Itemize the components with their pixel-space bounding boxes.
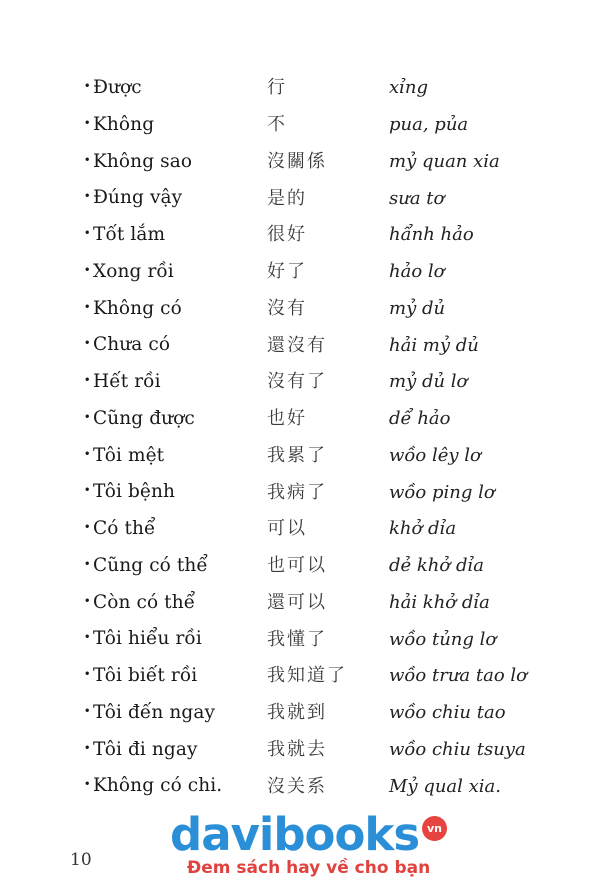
chinese-phrase: 很好 — [267, 224, 307, 246]
pronunciation: mỷ quan xia — [389, 150, 500, 172]
vietnamese-text: Không sao — [93, 150, 193, 172]
chinese-phrase: 行 — [267, 77, 287, 99]
pronunciation: wồo trưa tao lơ — [389, 665, 527, 687]
vietnamese-phrase — [84, 553, 267, 576]
vietnamese-text: Còn có thể — [93, 591, 196, 613]
pronunciation: Mỷ qual xia. — [389, 775, 502, 797]
phrase-row — [84, 548, 554, 585]
vietnamese-phrase — [84, 627, 267, 650]
chinese-phrase: 我知道了 — [267, 665, 347, 687]
pronunciation: dẻ khở dỉa — [389, 555, 484, 577]
chinese-phrase: 沒有了 — [267, 371, 327, 393]
bullet-icon: · — [84, 112, 91, 134]
bullet-icon: · — [84, 517, 91, 539]
bullet-icon: · — [84, 553, 91, 575]
phrase-row — [84, 107, 554, 144]
bullet-icon: · — [84, 406, 91, 428]
vietnamese-phrase — [84, 480, 267, 503]
vietnamese-phrase — [84, 443, 267, 466]
vietnamese-phrase — [84, 370, 267, 393]
vietnamese-text: Tốt lắm — [93, 224, 166, 246]
vietnamese-phrase — [84, 406, 267, 429]
vietnamese-phrase — [84, 149, 267, 172]
chinese-phrase: 我就到 — [267, 702, 327, 724]
brand-logo-part2: books — [273, 808, 420, 861]
phrase-row — [84, 474, 554, 511]
chinese-phrase: 還沒有 — [267, 334, 327, 356]
phrase-row — [84, 438, 554, 475]
pronunciation: xỉng — [389, 77, 429, 99]
vietnamese-text: Tôi mệt — [93, 444, 165, 466]
bullet-icon: · — [84, 590, 91, 612]
phrase-row — [84, 585, 554, 622]
bullet-icon: · — [84, 296, 91, 318]
vietnamese-phrase — [84, 700, 267, 723]
pronunciation: wồo tủng lơ — [389, 628, 497, 650]
vietnamese-phrase — [84, 664, 267, 687]
pronunciation: sưa tơ — [389, 187, 445, 209]
vietnamese-text: Xong rồi — [93, 260, 174, 282]
vietnamese-text: Không có — [93, 297, 182, 319]
chinese-phrase: 我病了 — [267, 481, 327, 503]
vietnamese-text: Không — [93, 113, 155, 135]
phrase-row — [84, 217, 554, 254]
bullet-icon: · — [84, 700, 91, 722]
vietnamese-text: Tôi bệnh — [93, 481, 175, 503]
phrase-list — [84, 70, 554, 805]
vietnamese-text: Chưa có — [93, 334, 171, 356]
pronunciation: hải khở dỉa — [389, 591, 490, 613]
bullet-icon: · — [84, 333, 91, 355]
vietnamese-phrase — [84, 186, 267, 209]
bullet-icon: · — [84, 737, 91, 759]
pronunciation: wồo ping lơ — [389, 481, 495, 503]
phrase-row — [84, 180, 554, 217]
pronunciation: khở dỉa — [389, 518, 457, 540]
chinese-phrase: 我就去 — [267, 738, 327, 760]
vietnamese-phrase — [84, 517, 267, 540]
vietnamese-text: Không có chi. — [93, 775, 223, 797]
chinese-phrase: 是的 — [267, 187, 307, 209]
phrase-row — [84, 621, 554, 658]
phrase-row — [84, 144, 554, 181]
bullet-icon: · — [84, 480, 91, 502]
vietnamese-text: Đúng vậy — [93, 187, 183, 209]
chinese-phrase: 不 — [267, 114, 287, 136]
phrase-row — [84, 511, 554, 548]
phrase-row — [84, 291, 554, 328]
brand-badge: vn — [422, 816, 447, 841]
bullet-icon: · — [84, 443, 91, 465]
chinese-phrase: 可以 — [267, 518, 307, 540]
phrase-row — [84, 254, 554, 291]
vietnamese-phrase — [84, 774, 267, 797]
vietnamese-phrase — [84, 737, 267, 760]
vietnamese-text: Có thể — [93, 518, 156, 540]
bullet-icon: · — [84, 186, 91, 208]
vietnamese-text: Được — [93, 77, 142, 99]
pronunciation: wồo chiu tao — [389, 702, 506, 724]
phrase-row — [84, 732, 554, 769]
pronunciation: hảo lơ — [389, 261, 445, 283]
vietnamese-text: Tôi đến ngay — [93, 701, 216, 723]
vietnamese-phrase — [84, 333, 267, 356]
vietnamese-text: Tôi đi ngay — [93, 738, 198, 760]
bullet-icon: · — [84, 774, 91, 796]
vietnamese-text: Hết rồi — [93, 371, 161, 393]
bullet-icon: · — [84, 664, 91, 686]
phrase-row — [84, 695, 554, 732]
phrase-row — [84, 327, 554, 364]
brand-logo-part1: davi — [170, 808, 274, 861]
pronunciation: mỷ dủ — [389, 297, 446, 319]
brand-watermark — [170, 808, 460, 884]
vietnamese-phrase — [84, 112, 267, 135]
phrase-row — [84, 768, 554, 805]
vietnamese-phrase — [84, 76, 267, 99]
chinese-phrase: 也好 — [267, 408, 307, 430]
vietnamese-text: Tôi biết rồi — [93, 665, 198, 687]
pronunciation: pua, pủa — [389, 114, 469, 136]
pronunciation: mỷ dủ lơ — [389, 371, 468, 393]
pronunciation: hải mỷ dủ — [389, 334, 479, 356]
pronunciation: wồo chiu tsuya — [389, 738, 526, 760]
vietnamese-phrase — [84, 223, 267, 246]
vietnamese-text: Cũng có thể — [93, 554, 208, 576]
chinese-phrase: 我懂了 — [267, 628, 327, 650]
chinese-phrase: 沒關係 — [267, 150, 327, 172]
vietnamese-phrase — [84, 590, 267, 613]
chinese-phrase: 我累了 — [267, 444, 327, 466]
brand-logo — [170, 808, 420, 861]
chinese-phrase: 也可以 — [267, 555, 327, 577]
vietnamese-phrase — [84, 296, 267, 319]
phrase-row — [84, 364, 554, 401]
pronunciation: wồo lêy lơ — [389, 444, 481, 466]
phrase-row — [84, 658, 554, 695]
brand-tagline: Đem sách hay về cho bạn — [187, 858, 431, 878]
chinese-phrase: 好了 — [267, 261, 307, 283]
bullet-icon: · — [84, 259, 91, 281]
vietnamese-text: Cũng được — [93, 407, 195, 429]
chinese-phrase: 還可以 — [267, 591, 327, 613]
page-number: 10 — [70, 850, 92, 870]
vietnamese-phrase — [84, 259, 267, 282]
bullet-icon: · — [84, 627, 91, 649]
phrase-row — [84, 70, 554, 107]
chinese-phrase: 沒有 — [267, 297, 307, 319]
pronunciation: dể hảo — [389, 408, 451, 430]
bullet-icon: · — [84, 370, 91, 392]
bullet-icon: · — [84, 76, 91, 98]
bullet-icon: · — [84, 149, 91, 171]
vietnamese-text: Tôi hiểu rồi — [93, 628, 202, 650]
bullet-icon: · — [84, 223, 91, 245]
phrase-row — [84, 401, 554, 438]
pronunciation: hẩnh hảo — [389, 224, 474, 246]
chinese-phrase: 沒关系 — [267, 775, 327, 797]
